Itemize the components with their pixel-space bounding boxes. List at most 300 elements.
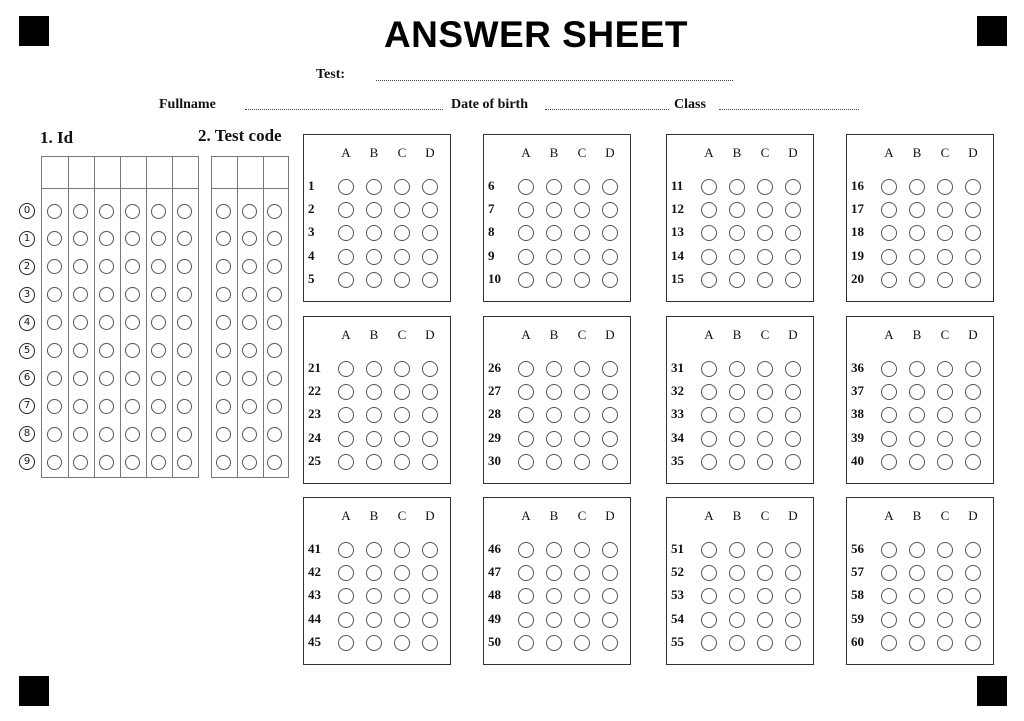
- digit-bubble[interactable]: [125, 315, 140, 330]
- answer-bubble[interactable]: [965, 588, 981, 604]
- digit-bubble[interactable]: [216, 427, 231, 442]
- answer-bubble[interactable]: [701, 202, 717, 218]
- answer-bubble[interactable]: [422, 454, 438, 470]
- digit-bubble[interactable]: [242, 259, 257, 274]
- digit-bubble[interactable]: [73, 371, 88, 386]
- answer-bubble[interactable]: [785, 635, 801, 651]
- answer-bubble[interactable]: [602, 635, 618, 651]
- answer-bubble[interactable]: [394, 565, 410, 581]
- answer-bubble[interactable]: [394, 635, 410, 651]
- answer-bubble[interactable]: [757, 431, 773, 447]
- answer-bubble[interactable]: [881, 588, 897, 604]
- digit-bubble[interactable]: [242, 343, 257, 358]
- answer-bubble[interactable]: [909, 407, 925, 423]
- digit-bubble[interactable]: [47, 287, 62, 302]
- answer-bubble[interactable]: [881, 249, 897, 265]
- answer-bubble[interactable]: [338, 588, 354, 604]
- answer-bubble[interactable]: [546, 225, 562, 241]
- answer-bubble[interactable]: [909, 612, 925, 628]
- answer-bubble[interactable]: [366, 384, 382, 400]
- answer-bubble[interactable]: [909, 542, 925, 558]
- dob-fill-line[interactable]: [545, 109, 669, 110]
- answer-bubble[interactable]: [881, 612, 897, 628]
- answer-bubble[interactable]: [729, 431, 745, 447]
- answer-bubble[interactable]: [422, 272, 438, 288]
- answer-bubble[interactable]: [546, 542, 562, 558]
- answer-bubble[interactable]: [518, 225, 534, 241]
- answer-bubble[interactable]: [518, 565, 534, 581]
- answer-bubble[interactable]: [546, 249, 562, 265]
- answer-bubble[interactable]: [574, 384, 590, 400]
- answer-bubble[interactable]: [701, 179, 717, 195]
- answer-bubble[interactable]: [729, 384, 745, 400]
- answer-bubble[interactable]: [602, 407, 618, 423]
- answer-bubble[interactable]: [338, 249, 354, 265]
- digit-bubble[interactable]: [242, 399, 257, 414]
- answer-bubble[interactable]: [757, 361, 773, 377]
- answer-bubble[interactable]: [422, 612, 438, 628]
- answer-bubble[interactable]: [785, 431, 801, 447]
- answer-bubble[interactable]: [422, 202, 438, 218]
- digit-bubble[interactable]: [47, 204, 62, 219]
- answer-bubble[interactable]: [701, 612, 717, 628]
- answer-bubble[interactable]: [937, 361, 953, 377]
- answer-bubble[interactable]: [394, 612, 410, 628]
- digit-bubble[interactable]: [73, 231, 88, 246]
- answer-bubble[interactable]: [394, 407, 410, 423]
- answer-bubble[interactable]: [574, 565, 590, 581]
- digit-bubble[interactable]: [73, 343, 88, 358]
- digit-bubble[interactable]: [216, 231, 231, 246]
- digit-bubble[interactable]: [216, 259, 231, 274]
- answer-bubble[interactable]: [965, 361, 981, 377]
- answer-bubble[interactable]: [574, 202, 590, 218]
- answer-bubble[interactable]: [574, 542, 590, 558]
- answer-bubble[interactable]: [785, 612, 801, 628]
- answer-bubble[interactable]: [366, 361, 382, 377]
- answer-bubble[interactable]: [518, 202, 534, 218]
- answer-bubble[interactable]: [338, 407, 354, 423]
- digit-bubble[interactable]: [73, 259, 88, 274]
- answer-bubble[interactable]: [518, 249, 534, 265]
- answer-bubble[interactable]: [909, 635, 925, 651]
- answer-bubble[interactable]: [366, 635, 382, 651]
- answer-bubble[interactable]: [785, 249, 801, 265]
- answer-bubble[interactable]: [729, 179, 745, 195]
- answer-bubble[interactable]: [366, 431, 382, 447]
- answer-bubble[interactable]: [785, 361, 801, 377]
- digit-bubble[interactable]: [47, 231, 62, 246]
- digit-bubble[interactable]: [267, 287, 282, 302]
- digit-bubble[interactable]: [125, 231, 140, 246]
- answer-bubble[interactable]: [881, 542, 897, 558]
- answer-bubble[interactable]: [757, 179, 773, 195]
- answer-bubble[interactable]: [366, 565, 382, 581]
- digit-bubble[interactable]: [177, 259, 192, 274]
- answer-bubble[interactable]: [729, 588, 745, 604]
- answer-bubble[interactable]: [546, 612, 562, 628]
- answer-bubble[interactable]: [785, 565, 801, 581]
- answer-bubble[interactable]: [422, 361, 438, 377]
- answer-bubble[interactable]: [574, 225, 590, 241]
- answer-bubble[interactable]: [518, 612, 534, 628]
- answer-bubble[interactable]: [546, 588, 562, 604]
- answer-bubble[interactable]: [757, 384, 773, 400]
- answer-bubble[interactable]: [394, 249, 410, 265]
- answer-bubble[interactable]: [366, 272, 382, 288]
- answer-bubble[interactable]: [518, 542, 534, 558]
- answer-bubble[interactable]: [394, 179, 410, 195]
- answer-bubble[interactable]: [785, 588, 801, 604]
- answer-bubble[interactable]: [965, 565, 981, 581]
- digit-bubble[interactable]: [216, 343, 231, 358]
- answer-bubble[interactable]: [338, 225, 354, 241]
- answer-bubble[interactable]: [881, 272, 897, 288]
- digit-bubble[interactable]: [267, 259, 282, 274]
- answer-bubble[interactable]: [729, 454, 745, 470]
- answer-bubble[interactable]: [757, 612, 773, 628]
- digit-bubble[interactable]: [125, 455, 140, 470]
- answer-bubble[interactable]: [937, 542, 953, 558]
- answer-bubble[interactable]: [701, 225, 717, 241]
- answer-bubble[interactable]: [937, 635, 953, 651]
- digit-bubble[interactable]: [151, 315, 166, 330]
- answer-bubble[interactable]: [965, 542, 981, 558]
- answer-bubble[interactable]: [366, 249, 382, 265]
- digit-bubble[interactable]: [151, 343, 166, 358]
- answer-bubble[interactable]: [757, 588, 773, 604]
- answer-bubble[interactable]: [394, 272, 410, 288]
- answer-bubble[interactable]: [965, 384, 981, 400]
- digit-bubble[interactable]: [99, 399, 114, 414]
- answer-bubble[interactable]: [518, 431, 534, 447]
- answer-bubble[interactable]: [909, 588, 925, 604]
- answer-bubble[interactable]: [422, 565, 438, 581]
- digit-bubble[interactable]: [73, 287, 88, 302]
- answer-bubble[interactable]: [422, 225, 438, 241]
- digit-bubble[interactable]: [99, 287, 114, 302]
- answer-bubble[interactable]: [546, 202, 562, 218]
- answer-bubble[interactable]: [546, 565, 562, 581]
- digit-bubble[interactable]: [242, 371, 257, 386]
- answer-bubble[interactable]: [422, 588, 438, 604]
- digit-bubble[interactable]: [73, 455, 88, 470]
- digit-bubble[interactable]: [177, 287, 192, 302]
- answer-bubble[interactable]: [965, 225, 981, 241]
- digit-bubble[interactable]: [177, 231, 192, 246]
- digit-bubble[interactable]: [242, 455, 257, 470]
- answer-bubble[interactable]: [757, 635, 773, 651]
- digit-bubble[interactable]: [242, 231, 257, 246]
- digit-bubble[interactable]: [99, 343, 114, 358]
- answer-bubble[interactable]: [937, 588, 953, 604]
- answer-bubble[interactable]: [965, 407, 981, 423]
- answer-bubble[interactable]: [518, 454, 534, 470]
- digit-bubble[interactable]: [151, 287, 166, 302]
- answer-bubble[interactable]: [422, 384, 438, 400]
- digit-bubble[interactable]: [151, 399, 166, 414]
- digit-bubble[interactable]: [216, 287, 231, 302]
- answer-bubble[interactable]: [574, 407, 590, 423]
- answer-bubble[interactable]: [909, 431, 925, 447]
- answer-bubble[interactable]: [909, 202, 925, 218]
- answer-bubble[interactable]: [881, 202, 897, 218]
- digit-bubble[interactable]: [151, 427, 166, 442]
- digit-bubble[interactable]: [242, 287, 257, 302]
- digit-bubble[interactable]: [216, 455, 231, 470]
- answer-bubble[interactable]: [937, 272, 953, 288]
- answer-bubble[interactable]: [757, 225, 773, 241]
- answer-bubble[interactable]: [785, 272, 801, 288]
- answer-bubble[interactable]: [422, 249, 438, 265]
- answer-bubble[interactable]: [366, 179, 382, 195]
- answer-bubble[interactable]: [574, 588, 590, 604]
- digit-bubble[interactable]: [99, 427, 114, 442]
- answer-bubble[interactable]: [965, 272, 981, 288]
- answer-bubble[interactable]: [338, 612, 354, 628]
- answer-bubble[interactable]: [574, 272, 590, 288]
- answer-bubble[interactable]: [546, 361, 562, 377]
- answer-bubble[interactable]: [965, 454, 981, 470]
- answer-bubble[interactable]: [518, 635, 534, 651]
- answer-bubble[interactable]: [881, 361, 897, 377]
- answer-bubble[interactable]: [937, 202, 953, 218]
- answer-bubble[interactable]: [394, 431, 410, 447]
- answer-bubble[interactable]: [574, 361, 590, 377]
- answer-bubble[interactable]: [602, 612, 618, 628]
- digit-bubble[interactable]: [177, 343, 192, 358]
- digit-bubble[interactable]: [47, 455, 62, 470]
- answer-bubble[interactable]: [574, 454, 590, 470]
- answer-bubble[interactable]: [602, 272, 618, 288]
- answer-bubble[interactable]: [937, 407, 953, 423]
- answer-bubble[interactable]: [546, 454, 562, 470]
- answer-bubble[interactable]: [366, 542, 382, 558]
- answer-bubble[interactable]: [937, 225, 953, 241]
- answer-bubble[interactable]: [602, 454, 618, 470]
- digit-bubble[interactable]: [216, 371, 231, 386]
- answer-bubble[interactable]: [338, 454, 354, 470]
- answer-bubble[interactable]: [701, 384, 717, 400]
- answer-bubble[interactable]: [881, 431, 897, 447]
- answer-bubble[interactable]: [366, 588, 382, 604]
- answer-bubble[interactable]: [757, 202, 773, 218]
- digit-bubble[interactable]: [177, 204, 192, 219]
- digit-bubble[interactable]: [73, 399, 88, 414]
- answer-bubble[interactable]: [518, 179, 534, 195]
- answer-bubble[interactable]: [757, 565, 773, 581]
- answer-bubble[interactable]: [574, 635, 590, 651]
- answer-bubble[interactable]: [909, 565, 925, 581]
- answer-bubble[interactable]: [909, 249, 925, 265]
- answer-bubble[interactable]: [701, 431, 717, 447]
- class-fill-line[interactable]: [719, 109, 859, 110]
- digit-bubble[interactable]: [47, 427, 62, 442]
- answer-bubble[interactable]: [422, 431, 438, 447]
- digit-bubble[interactable]: [151, 371, 166, 386]
- answer-bubble[interactable]: [338, 202, 354, 218]
- answer-bubble[interactable]: [909, 225, 925, 241]
- digit-bubble[interactable]: [151, 259, 166, 274]
- answer-bubble[interactable]: [366, 202, 382, 218]
- answer-bubble[interactable]: [394, 202, 410, 218]
- digit-bubble[interactable]: [242, 315, 257, 330]
- digit-bubble[interactable]: [125, 343, 140, 358]
- answer-bubble[interactable]: [701, 249, 717, 265]
- answer-bubble[interactable]: [701, 565, 717, 581]
- answer-bubble[interactable]: [602, 542, 618, 558]
- answer-bubble[interactable]: [518, 407, 534, 423]
- answer-bubble[interactable]: [574, 431, 590, 447]
- answer-bubble[interactable]: [785, 225, 801, 241]
- digit-bubble[interactable]: [125, 399, 140, 414]
- digit-bubble[interactable]: [267, 343, 282, 358]
- answer-bubble[interactable]: [909, 454, 925, 470]
- answer-bubble[interactable]: [881, 225, 897, 241]
- answer-bubble[interactable]: [338, 384, 354, 400]
- digit-bubble[interactable]: [242, 427, 257, 442]
- answer-bubble[interactable]: [757, 454, 773, 470]
- digit-bubble[interactable]: [125, 371, 140, 386]
- answer-bubble[interactable]: [701, 407, 717, 423]
- answer-bubble[interactable]: [602, 225, 618, 241]
- digit-bubble[interactable]: [177, 315, 192, 330]
- answer-bubble[interactable]: [909, 361, 925, 377]
- digit-bubble[interactable]: [125, 259, 140, 274]
- answer-bubble[interactable]: [757, 249, 773, 265]
- answer-bubble[interactable]: [937, 431, 953, 447]
- answer-bubble[interactable]: [729, 249, 745, 265]
- answer-bubble[interactable]: [338, 542, 354, 558]
- answer-bubble[interactable]: [937, 612, 953, 628]
- digit-bubble[interactable]: [47, 399, 62, 414]
- answer-bubble[interactable]: [965, 431, 981, 447]
- answer-bubble[interactable]: [602, 202, 618, 218]
- answer-bubble[interactable]: [965, 612, 981, 628]
- answer-bubble[interactable]: [965, 179, 981, 195]
- answer-bubble[interactable]: [729, 225, 745, 241]
- answer-bubble[interactable]: [965, 249, 981, 265]
- answer-bubble[interactable]: [338, 431, 354, 447]
- answer-bubble[interactable]: [701, 272, 717, 288]
- answer-bubble[interactable]: [602, 565, 618, 581]
- answer-bubble[interactable]: [937, 179, 953, 195]
- answer-bubble[interactable]: [518, 588, 534, 604]
- answer-bubble[interactable]: [881, 565, 897, 581]
- answer-bubble[interactable]: [518, 272, 534, 288]
- digit-bubble[interactable]: [177, 427, 192, 442]
- digit-bubble[interactable]: [99, 371, 114, 386]
- digit-bubble[interactable]: [47, 259, 62, 274]
- answer-bubble[interactable]: [366, 454, 382, 470]
- digit-bubble[interactable]: [125, 427, 140, 442]
- answer-bubble[interactable]: [574, 612, 590, 628]
- answer-bubble[interactable]: [937, 454, 953, 470]
- digit-bubble[interactable]: [267, 204, 282, 219]
- answer-bubble[interactable]: [729, 565, 745, 581]
- answer-bubble[interactable]: [729, 635, 745, 651]
- answer-bubble[interactable]: [422, 407, 438, 423]
- answer-bubble[interactable]: [366, 225, 382, 241]
- answer-bubble[interactable]: [394, 384, 410, 400]
- digit-bubble[interactable]: [267, 231, 282, 246]
- answer-bubble[interactable]: [546, 384, 562, 400]
- answer-bubble[interactable]: [394, 361, 410, 377]
- answer-bubble[interactable]: [965, 202, 981, 218]
- answer-bubble[interactable]: [546, 272, 562, 288]
- digit-bubble[interactable]: [73, 427, 88, 442]
- answer-bubble[interactable]: [366, 612, 382, 628]
- answer-bubble[interactable]: [422, 542, 438, 558]
- digit-bubble[interactable]: [73, 204, 88, 219]
- digit-bubble[interactable]: [99, 231, 114, 246]
- digit-bubble[interactable]: [177, 399, 192, 414]
- answer-bubble[interactable]: [602, 179, 618, 195]
- answer-bubble[interactable]: [574, 179, 590, 195]
- answer-bubble[interactable]: [338, 179, 354, 195]
- answer-bubble[interactable]: [366, 407, 382, 423]
- answer-bubble[interactable]: [909, 179, 925, 195]
- answer-bubble[interactable]: [602, 249, 618, 265]
- answer-bubble[interactable]: [757, 272, 773, 288]
- answer-bubble[interactable]: [785, 202, 801, 218]
- digit-bubble[interactable]: [47, 371, 62, 386]
- answer-bubble[interactable]: [518, 384, 534, 400]
- answer-bubble[interactable]: [881, 454, 897, 470]
- answer-bubble[interactable]: [546, 431, 562, 447]
- answer-bubble[interactable]: [701, 361, 717, 377]
- answer-bubble[interactable]: [729, 202, 745, 218]
- digit-bubble[interactable]: [216, 399, 231, 414]
- answer-bubble[interactable]: [785, 384, 801, 400]
- answer-bubble[interactable]: [757, 542, 773, 558]
- digit-bubble[interactable]: [216, 204, 231, 219]
- answer-bubble[interactable]: [881, 635, 897, 651]
- digit-bubble[interactable]: [242, 204, 257, 219]
- digit-bubble[interactable]: [177, 455, 192, 470]
- answer-bubble[interactable]: [546, 635, 562, 651]
- fullname-fill-line[interactable]: [245, 109, 443, 110]
- answer-bubble[interactable]: [729, 542, 745, 558]
- answer-bubble[interactable]: [881, 407, 897, 423]
- answer-bubble[interactable]: [422, 179, 438, 195]
- answer-bubble[interactable]: [546, 179, 562, 195]
- answer-bubble[interactable]: [338, 565, 354, 581]
- answer-bubble[interactable]: [422, 635, 438, 651]
- digit-bubble[interactable]: [216, 315, 231, 330]
- digit-bubble[interactable]: [125, 287, 140, 302]
- digit-bubble[interactable]: [267, 315, 282, 330]
- answer-bubble[interactable]: [338, 272, 354, 288]
- answer-bubble[interactable]: [602, 431, 618, 447]
- digit-bubble[interactable]: [99, 315, 114, 330]
- answer-bubble[interactable]: [937, 384, 953, 400]
- digit-bubble[interactable]: [177, 371, 192, 386]
- digit-bubble[interactable]: [267, 427, 282, 442]
- answer-bubble[interactable]: [937, 249, 953, 265]
- answer-bubble[interactable]: [785, 179, 801, 195]
- answer-bubble[interactable]: [394, 542, 410, 558]
- digit-bubble[interactable]: [151, 204, 166, 219]
- answer-bubble[interactable]: [785, 454, 801, 470]
- answer-bubble[interactable]: [701, 542, 717, 558]
- answer-bubble[interactable]: [701, 588, 717, 604]
- digit-bubble[interactable]: [267, 455, 282, 470]
- answer-bubble[interactable]: [729, 612, 745, 628]
- answer-bubble[interactable]: [546, 407, 562, 423]
- answer-bubble[interactable]: [909, 384, 925, 400]
- answer-bubble[interactable]: [785, 542, 801, 558]
